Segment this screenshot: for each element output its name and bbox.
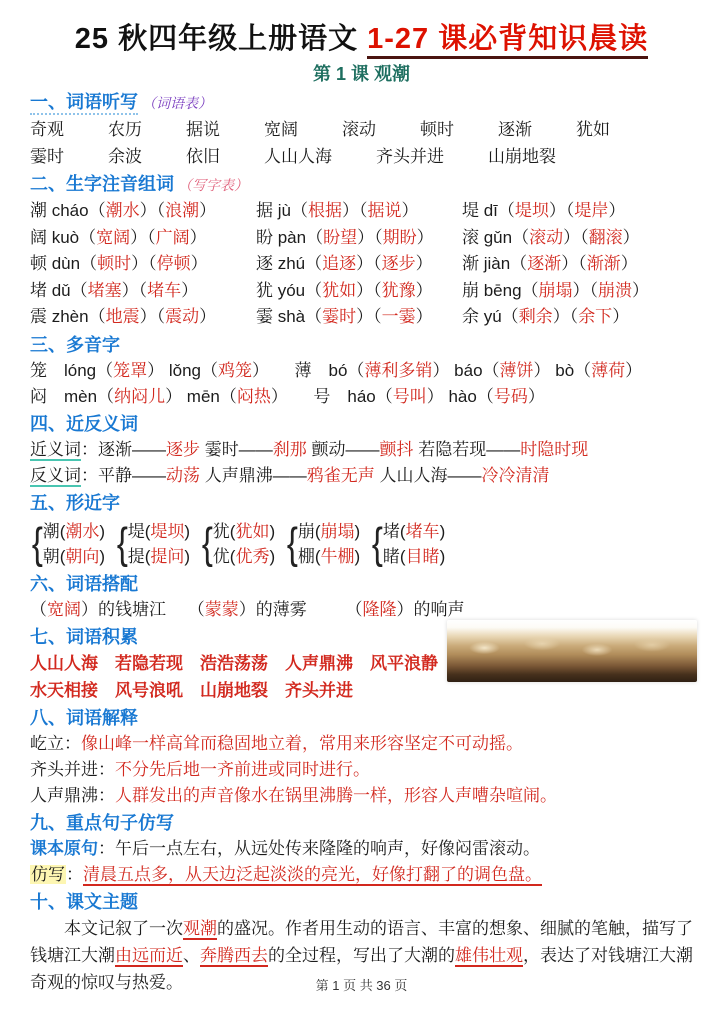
text-segment: 霎 shà（ [256,307,323,326]
text-segment: ） lǒng（ [147,360,219,380]
text-segment: ） [622,227,640,247]
text-segment: 薄荷 [591,360,626,380]
section-3-header: 三、多音字 [30,334,120,355]
section-pinyin-words [30,171,693,331]
accumulation-row [30,677,485,704]
text-segment: 奔腾西去 [200,945,268,965]
section-10-header: 十、课文主题 [30,891,138,912]
brace-icon: { [116,518,128,568]
brace-icon: { [31,518,43,568]
text-segment: 提( [127,546,151,566]
text-segment: 鸦雀无声 [306,465,375,485]
text-segment: ）（ [548,201,575,220]
text-segment: ：平静—— [81,465,166,485]
text-segment: 犹如 [235,521,270,541]
similar-char-bottom [298,544,360,569]
text-segment: ） hào（ [426,386,494,406]
text-segment: 朝( [42,546,66,566]
pinyin-entry [30,304,256,331]
page-footer: 第 1 页 共 36 页 [315,978,408,993]
text-segment: ） mēn（ [165,386,237,406]
text-segment: 薄饼 [499,360,534,380]
text-segment: ） [625,360,643,380]
text-segment: ) [99,521,106,541]
word-item: 人声鼎沸 [285,653,353,673]
text-segment: 若隐若现—— [413,439,521,459]
section-2-header [30,171,693,198]
brace-icon: { [286,518,299,568]
text-segment: ）（ [357,227,383,247]
text-segment: 犹 yóu（ [256,280,323,300]
word-item: 逐渐 [498,120,532,139]
pinyin-entry [256,225,462,252]
similar-char-bottom [213,544,275,569]
doc-title-main: 25 秋四年级上册语文 [74,23,368,55]
text-segment: ) [269,546,276,566]
text-segment: ）（ [356,280,382,300]
text-segment: 课本原句 [30,838,98,858]
text-segment: 浪潮 [165,201,200,220]
section-word-dictation [30,89,693,170]
antonym-line [30,463,693,489]
text-segment: 蒙蒙 [204,599,239,619]
text-segment: 堤( [127,521,151,541]
section-7-header: 七、词语积累 [30,626,138,647]
text-segment: 不分先后地一齐前进或同时进行。 [115,759,370,779]
text-segment: ） [199,201,217,220]
section-1-title: 一、词语听写 [30,92,138,115]
text-segment: 余下 [578,307,613,326]
text-segment: 堤 dī（ [462,201,515,220]
word-list-row [30,143,693,170]
text-segment: 堵车 [147,280,182,300]
text-segment: 崩塌 [538,280,573,300]
text-segment: 潮水 [65,521,100,541]
text-segment: ）（ [552,307,579,326]
text-segment: 朝向 [65,546,100,566]
text-segment: 犹( [212,521,236,541]
text-segment: 停顿 [156,254,191,273]
text-segment: 震 zhèn（ [30,307,106,326]
text-segment: 睹( [382,546,406,566]
text-segment: 鸡笼 [218,360,253,380]
text-segment: ) [269,521,276,541]
text-segment: 崩 bēng（ [462,280,539,300]
text-segment: 齐头并进： [30,759,115,779]
text-segment: 地震 [105,307,140,326]
section-2-title: 二、生字注音组词 [30,174,174,194]
text-segment: ） bò（ [533,360,592,380]
section-similar-chars [30,490,693,570]
definition-line [30,731,693,757]
word-item: 依旧 [186,147,220,166]
text-segment: 根据 [307,201,342,220]
text-segment: 霎时 [322,307,357,326]
text-segment: 堵 dǔ（ [30,280,88,300]
text-segment: ）的钱塘江 （ [81,599,205,619]
text-segment: 笼罩 [113,360,148,380]
text-segment: ) [99,546,106,566]
text-segment: 闷热 [236,386,271,406]
similar-char-top [213,519,275,544]
text-segment: ） [612,307,630,326]
text-segment: 潮( [42,521,66,541]
section-1-note: （词语表） [142,95,212,111]
text-segment: 人群发出的声音像水在锅里沸腾一样，形容人声嘈杂喧闹。 [115,785,557,805]
text-segment: 号叫 [392,386,427,406]
word-item: 山崩地裂 [200,680,268,700]
text-segment: 霎时—— [200,439,273,459]
text-segment: ）（ [356,254,382,273]
original-sentence-line [30,836,693,862]
text-segment: ） [189,227,207,247]
text-segment: 据 jù（ [256,201,308,220]
text-segment: 据说 [367,201,402,220]
text-segment: ）的薄雾 （ [238,599,363,619]
section-sentence-imitation [30,810,693,888]
text-segment: ） [199,307,217,326]
text-segment: ）（ [131,254,157,273]
text-segment: ) [184,521,191,541]
text-segment: 的全过程，写出了大潮的 [268,945,455,965]
synonym-line [30,437,693,463]
polyphonic-line [30,358,693,384]
polyphonic-line [30,384,693,410]
text-segment: 闷 mèn（ [30,386,115,406]
text-segment: ） 号 háo（ [270,386,393,406]
text-segment: （ [30,599,47,619]
text-segment: ) [439,546,446,566]
text-segment: 堤坝 [514,201,549,220]
text-segment: 近义词 [30,439,81,459]
text-segment: 堤岸 [574,201,609,220]
text-segment: 时隐时现 [520,439,589,459]
text-segment: 逐 zhú（ [256,254,323,273]
text-segment: 追逐 [322,254,357,273]
text-segment: ） [181,280,199,300]
accumulation-words [30,650,485,704]
text-segment: 优秀 [235,546,270,566]
pinyin-entry [462,251,693,278]
text-segment: 仿写 [31,864,65,884]
text-segment: ) [354,521,361,541]
text-segment: 人山人海—— [374,465,482,485]
word-item: 滚动 [342,120,376,139]
text-segment: 薄利多销 [364,360,433,380]
similar-char-bottom [43,544,105,569]
section-word-pairing [30,571,693,623]
word-item: 风平浪静 [370,653,438,673]
text-segment: 清晨五点多，从天边泛起淡淡的亮光，好像打翻了的调色盘。 [83,864,542,884]
text-segment: 逐步 [166,439,200,459]
section-5-header: 五、形近字 [30,492,120,513]
text-segment: 滚动 [529,227,564,247]
brace-icon: { [201,518,213,568]
text-segment: ) [439,521,446,541]
similar-char-top [383,519,445,544]
text-segment: ） [416,227,434,247]
text-segment: ）（ [561,254,587,273]
text-segment: 像山峰一样高耸而稳固地立着，常用来形容坚定不可动摇。 [81,733,523,753]
text-segment: ，表达了对钱塘江大潮奇观的惊叹与热爱。 [30,945,693,992]
word-list-row [30,116,693,143]
text-segment: ）（ [356,307,382,326]
pinyin-entry [30,225,256,252]
text-segment: 堵车 [405,521,440,541]
text-segment: 、 [183,945,200,965]
text-segment: 动荡 [166,465,200,485]
similar-char-group [115,518,190,570]
text-segment: ）（ [130,227,156,247]
text-segment: 刹那 [272,439,307,459]
section-1-header [30,89,693,116]
text-segment: 崩溃 [598,280,633,300]
text-segment: 笼 lóng（ [30,360,114,380]
text-segment: 冷冷清清 [481,465,550,485]
text-segment: ） [401,201,419,220]
pinyin-entry [256,251,462,278]
pinyin-entry [30,198,256,225]
text-segment: 盼 pàn（ [256,227,324,247]
similar-char-top [43,519,105,544]
text-segment: ） [632,280,650,300]
similar-char-group [200,518,275,570]
text-segment: 纳闷儿 [114,386,166,406]
section-9-header: 九、重点句子仿写 [30,812,174,833]
text-segment: ) [354,546,361,566]
text-segment: 的盛况。作者用生动的语言、丰富的想象、细腻的笔触，描写了钱塘江大潮 [30,918,693,965]
text-segment: ) [184,546,191,566]
text-segment: 余 yú（ [462,307,519,326]
text-segment: 堵( [382,521,406,541]
text-segment: ） báo（ [432,360,500,380]
word-item: 水天相接 [30,680,98,700]
text-segment: ）（ [139,201,166,220]
text-segment: 渐 jiàn（ [462,254,528,273]
word-item: 宽阔 [264,120,298,139]
text-segment: 颤抖 [379,439,414,459]
similar-char-bottom [128,544,190,569]
text-segment: 一霎 [381,307,416,326]
text-segment: 犹豫 [381,280,416,300]
text-segment: ）（ [121,280,148,300]
text-segment: 隆隆 [362,599,397,619]
text-segment: 顿 dùn（ [30,254,98,273]
text-segment: 堵塞 [87,280,122,300]
word-item: 据说 [186,120,220,139]
similar-char-group [370,518,445,570]
brace-icon: { [372,518,384,568]
text-segment: 屹立： [30,733,81,753]
text-segment: 颤动—— [306,439,380,459]
text-segment: 犹如 [322,280,357,300]
text-segment: ） [620,254,638,273]
pinyin-entry [462,304,693,331]
text-segment: 广阔 [155,227,190,247]
word-item: 浩浩荡荡 [200,653,268,673]
similar-char-top [128,519,190,544]
word-item: 若隐若现 [115,653,183,673]
section-8-header: 八、词语解释 [30,707,138,728]
text-segment: 剩余 [518,307,553,326]
word-item: 奇观 [30,120,64,139]
text-segment: 逐步 [381,254,416,273]
accumulation-row [30,650,485,677]
text-segment: ）（ [563,227,589,247]
word-item: 农历 [108,120,142,139]
lesson-subtitle: 第 1 课 观潮 [312,64,410,84]
word-item: 顿时 [420,120,454,139]
text-segment: 盼望 [323,227,358,247]
pinyin-grid [30,198,693,331]
section-polyphonic-chars [30,332,693,410]
text-segment: 逐渐 [527,254,562,273]
text-segment: 渐渐 [586,254,621,273]
word-item: 余波 [108,147,142,166]
text-segment: 提问 [150,546,185,566]
pinyin-entry [462,225,693,252]
similar-char-bottom [383,544,445,569]
text-segment: 震动 [165,307,200,326]
text-segment: 优( [212,546,236,566]
text-segment: ） [415,307,433,326]
text-segment: 目睹 [405,546,440,566]
text-segment: 潮 cháo（ [30,201,106,220]
doc-title-highlight: 1-27 课必背知识晨读 [367,23,648,59]
text-segment: ） [415,254,433,273]
text-segment: 由远而近 [115,945,183,965]
text-segment: 潮水 [105,201,140,220]
pinyin-entry [462,198,693,225]
word-item: 犹如 [576,120,610,139]
text-segment: 崩塌 [320,521,355,541]
text-segment: 人声鼎沸—— [200,465,307,485]
text-segment: 本文记叙了一次 [64,918,183,938]
text-segment: ） [190,254,208,273]
text-segment: 翻滚 [588,227,623,247]
definition-line [30,757,693,783]
similar-char-group [30,518,105,570]
pinyin-entry [256,278,462,305]
text-segment: 期盼 [382,227,417,247]
text-segment: 滚 gǔn（ [462,227,530,247]
text-segment: 崩( [297,521,321,541]
definition-line [30,783,693,809]
pinyin-entry [462,278,693,305]
similar-char-top [298,519,360,544]
text-segment: 雄伟壮观 [455,945,523,965]
text-segment: 棚( [297,546,321,566]
section-2-note: （写字表） [178,177,248,193]
text-segment: 顿时 [97,254,132,273]
similar-chars-row [30,518,693,570]
text-segment: 阔 kuò（ [30,227,97,247]
word-pairing-line [30,597,693,623]
tidal-bore-photo [447,620,697,682]
text-segment: 人声鼎沸： [30,785,115,805]
pinyin-entry [256,304,462,331]
word-item: 齐头并进 [376,147,444,166]
text-segment: ） [527,386,545,406]
text-segment: ：午后一点左右，从远处传来隆隆的响声，好像闷雷滚动。 [98,838,540,858]
word-item: 霎时 [30,147,64,166]
text-segment: ）（ [341,201,368,220]
text-segment: ） [415,280,433,300]
text-segment: 号码 [493,386,528,406]
word-item: 风号浪吼 [115,680,183,700]
text-segment: ： [66,864,83,884]
text-segment: ）（ [572,280,599,300]
word-item: 人山人海 [30,653,98,673]
section-word-definitions [30,705,693,809]
text-segment: 宽阔 [96,227,131,247]
section-4-header: 四、近反义词 [30,413,138,434]
pinyin-entry [30,278,256,305]
text-segment: 观潮 [183,918,217,938]
text-segment: 堤坝 [150,521,185,541]
word-item: 齐头并进 [285,680,353,700]
text-segment: ） [608,201,626,220]
doc-title [30,20,693,58]
text-segment: ）（ [139,307,166,326]
section-synonyms-antonyms [30,411,693,489]
pinyin-entry [30,251,256,278]
text-segment: 宽阔 [47,599,81,619]
text-segment: ）的响声 [396,599,465,619]
text-segment: 反义词 [30,465,81,485]
section-word-accumulation [30,624,693,704]
word-item: 山崩地裂 [488,147,556,166]
imitation-sentence-line [30,862,693,888]
text-segment: 牛棚 [320,546,355,566]
pinyin-entry [256,198,462,225]
text-segment: ：逐渐—— [81,439,166,459]
word-item: 人山人海 [264,147,332,166]
text-segment: ） 薄 bó（ [252,360,365,380]
similar-char-group [285,518,360,570]
section-6-header: 六、词语搭配 [30,573,138,594]
